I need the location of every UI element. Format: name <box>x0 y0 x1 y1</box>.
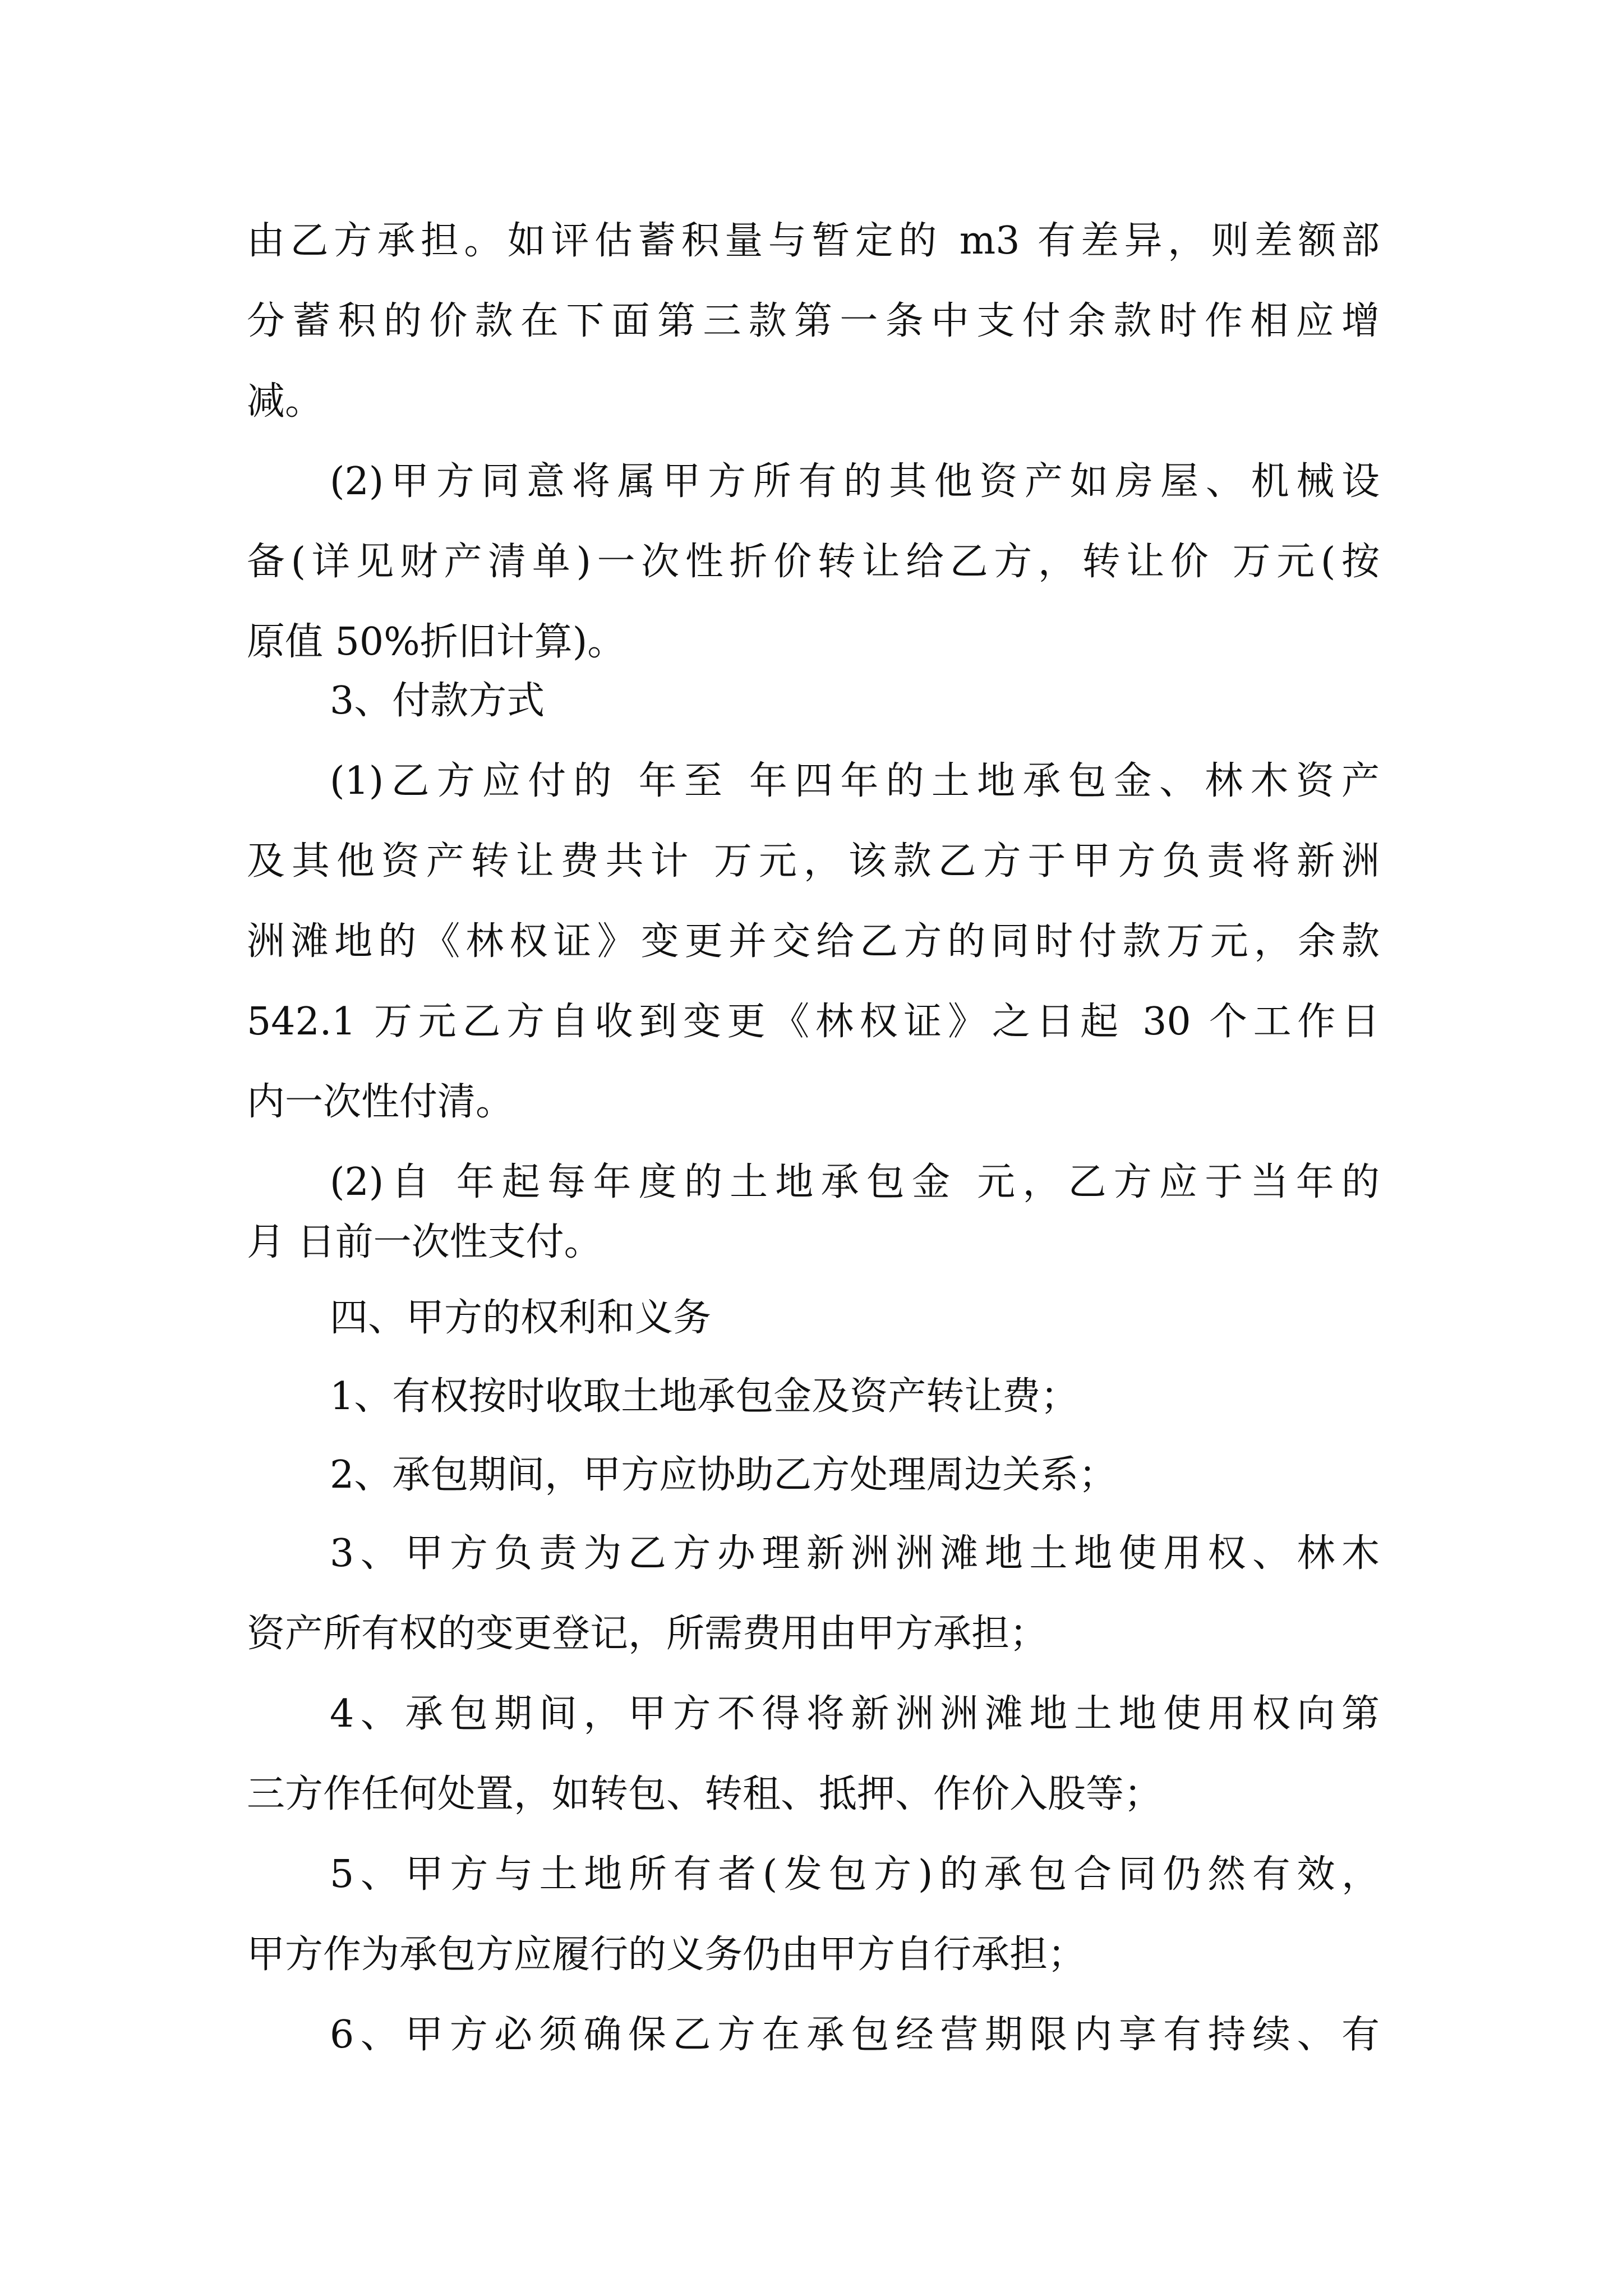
list-item: 4、承包期间，甲方不得将新洲洲滩地土地使用权向第 <box>330 1692 1380 1736</box>
list-item: 5、甲方与土地所有者(发包方)的承包合同仍然有效， <box>330 1852 1380 1897</box>
text-line: 三方作任何处置，如转包、转租、抵押、作价入股等； <box>247 1772 1163 1816</box>
text-line: 减。 <box>247 379 324 424</box>
section-heading: 四、甲方的权利和义务 <box>330 1296 712 1340</box>
text-line: 及其他资产转让费共计 万元，该款乙方于甲方负责将新洲 <box>247 839 1380 884</box>
text-line: 备(详见财产清单)一次性折价转让给乙方，转让价 万元(按 <box>247 540 1380 584</box>
text-line: 甲方作为承包方应履行的义务仍由甲方自行承担； <box>247 1932 1086 1977</box>
text-line: 月 日前一次性支付。 <box>247 1220 602 1264</box>
list-item: 2、承包期间，甲方应协助乙方处理周边关系； <box>330 1453 1117 1497</box>
list-item: 3、甲方负责为乙方办理新洲洲滩地土地使用权、林木 <box>330 1531 1380 1576</box>
section-heading: 3、付款方式 <box>330 679 545 723</box>
text-line: (2)甲方同意将属甲方所有的其他资产如房屋、机械设 <box>330 459 1380 504</box>
text-line: 内一次性付清。 <box>247 1080 514 1124</box>
list-item: 1、有权按时收取土地承包金及资产转让费； <box>330 1374 1079 1419</box>
text-line: (1)乙方应付的 年至 年四年的土地承包金、林木资产 <box>330 759 1380 803</box>
text-line: (2)自 年起每年度的土地承包金 元，乙方应于当年的 <box>330 1160 1380 1204</box>
text-line: 原值 50%折旧计算)。 <box>247 620 626 664</box>
text-line: 资产所有权的变更登记，所需费用由甲方承担； <box>247 1612 1048 1656</box>
list-item: 6、甲方必须确保乙方在承包经营期限内享有持续、有 <box>330 2013 1380 2057</box>
text-line: 分蓄积的价款在下面第三款第一条中支付余款时作相应增 <box>247 299 1380 343</box>
text-line: 542.1 万元乙方自收到变更《林权证》之日起 30 个工作日 <box>247 1000 1380 1044</box>
text-line: 洲滩地的《林权证》变更并交给乙方的同时付款万元，余款 <box>247 919 1380 964</box>
text-line: 由乙方承担。如评估蓄积量与暂定的 m3 有差异，则差额部 <box>247 219 1380 263</box>
